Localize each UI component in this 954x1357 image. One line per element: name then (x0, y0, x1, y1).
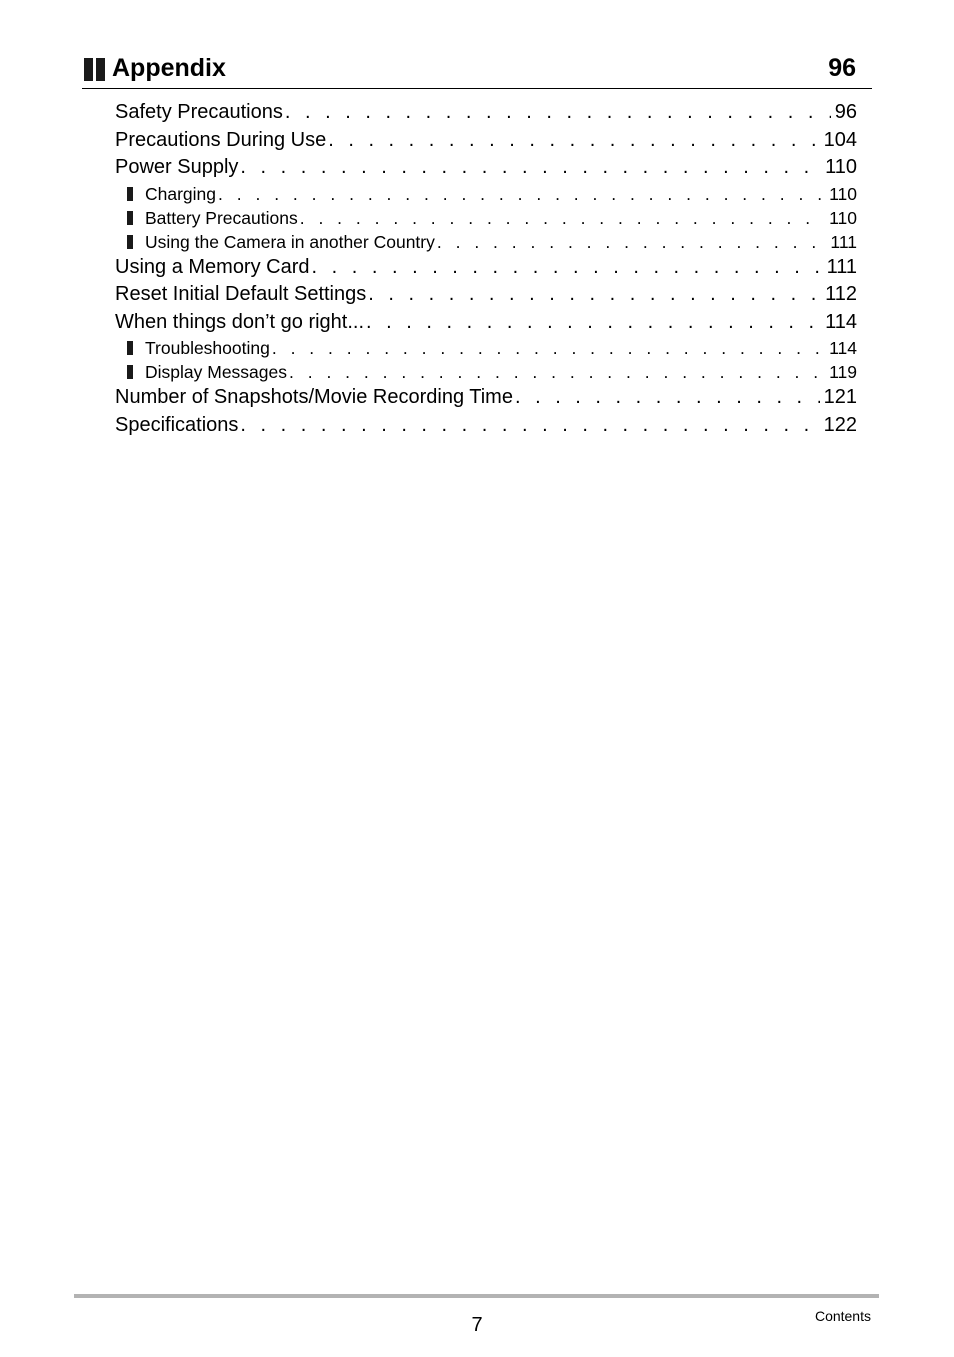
footer-contents-link[interactable]: Contents (814, 1308, 871, 1324)
toc-entry-page: 114 (825, 310, 857, 333)
toc-subentry[interactable] (115, 206, 857, 230)
dot-leader (437, 230, 827, 254)
toc-subentry[interactable] (115, 230, 857, 254)
toc-entry-title: Specifications (115, 413, 239, 436)
toc-entry-page: 111 (826, 255, 857, 278)
toc-entry-title: Reset Initial Default Settings (115, 283, 367, 305)
dot-leader (218, 182, 825, 206)
footer-page-number: 7 (471, 1314, 483, 1336)
toc-entry-page: 96 (834, 101, 857, 123)
toc-entry[interactable] (115, 154, 857, 182)
bullet-icon (127, 341, 133, 355)
toc-subentry[interactable] (115, 336, 857, 360)
toc-entry-title: Using a Memory Card (115, 255, 310, 278)
toc-entry[interactable] (115, 309, 857, 337)
toc-entry-title: Number of Snapshots/Movie Recording Time (115, 386, 513, 408)
toc-entry[interactable] (115, 127, 857, 155)
section-title: Appendix (112, 54, 226, 82)
toc-entry-title: Safety Precautions (115, 101, 283, 123)
dot-leader (240, 154, 821, 182)
section-marker-icon (84, 58, 106, 81)
dot-leader (366, 309, 821, 337)
toc-entry-page: 122 (823, 413, 857, 436)
toc-entry[interactable] (115, 384, 857, 412)
dot-leader (285, 99, 831, 127)
dot-leader (272, 336, 825, 360)
dot-leader (289, 360, 825, 384)
toc-entry-page: 121 (823, 386, 857, 408)
dot-leader (300, 206, 825, 230)
toc-entry-title: When things don’t go right... (115, 310, 365, 333)
bullet-icon (127, 211, 133, 225)
toc-entry-title: Charging (145, 183, 217, 204)
toc-entry-page: 104 (823, 128, 857, 151)
toc-entry-title: Using the Camera in another Country (145, 231, 435, 252)
bullet-icon (127, 235, 133, 249)
toc-entry-page: 114 (829, 338, 857, 358)
toc-entry-title: Battery Precautions (145, 207, 298, 228)
footer-divider (74, 1294, 879, 1298)
section-header (82, 52, 872, 89)
toc-entry[interactable] (115, 99, 857, 127)
toc-entry[interactable] (115, 412, 857, 440)
dot-leader (515, 384, 820, 412)
toc-subentry[interactable] (115, 360, 857, 384)
dot-leader (312, 254, 823, 282)
bullet-icon (127, 187, 133, 201)
toc-entry-page: 111 (830, 231, 857, 252)
dot-leader (368, 281, 821, 309)
toc-entry-page: 110 (825, 156, 857, 178)
toc-entry-title: Precautions During Use (115, 128, 327, 151)
toc-entry-page: 110 (829, 183, 857, 204)
toc-entry[interactable] (115, 254, 857, 282)
toc-subentry[interactable] (115, 182, 857, 206)
dot-leader (328, 127, 819, 155)
toc-entry-title: Troubleshooting (145, 338, 270, 358)
toc-entry-page: 119 (829, 362, 857, 382)
dot-leader (240, 412, 819, 440)
toc-entry-title: Display Messages (145, 362, 287, 382)
toc-entry-title: Power Supply (115, 156, 239, 178)
table-of-contents (115, 99, 857, 439)
toc-entry-page: 112 (825, 283, 857, 305)
toc-entry[interactable] (115, 281, 857, 309)
section-page-number: 96 (828, 54, 856, 82)
toc-entry-page: 110 (829, 207, 857, 228)
bullet-icon (127, 365, 133, 379)
